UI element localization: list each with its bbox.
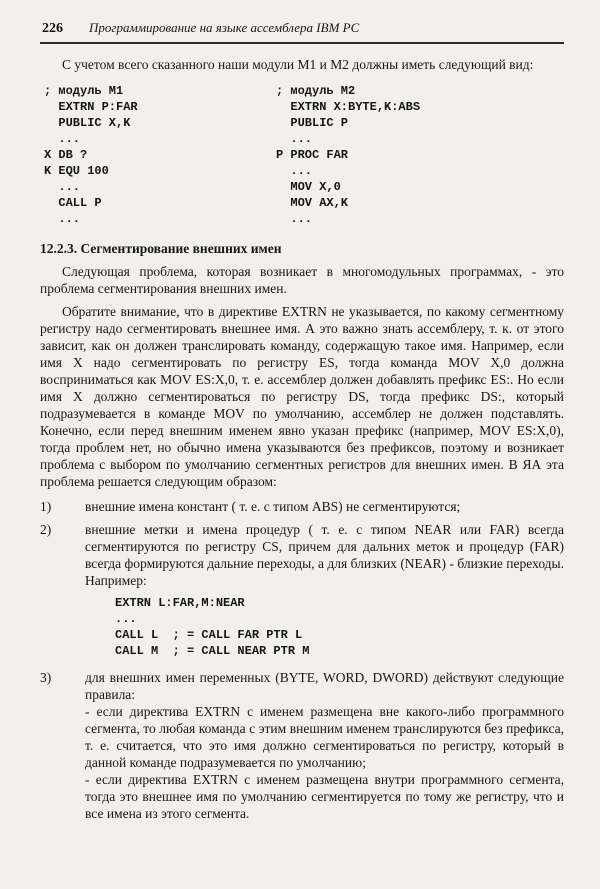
list-item-1 [40, 498, 564, 515]
list-item-3-rule-2: - если директива EXTRN с именем размещена внутри программного сегмента, тогда это внешнее имя по умолчанию сегментируется по тому же регистру, что и все имена из этого сегмента. [85, 772, 564, 821]
section-heading: 12.2.3. Сегментирование внешних имен [40, 241, 282, 256]
list-item-3-text: для внешних имен переменных (BYTE, WORD, DWORD) действуют следующие правила: [85, 670, 564, 702]
module-code-columns [40, 83, 564, 227]
list-item-3-number: 3) [40, 670, 52, 685]
list-item-1-number: 1) [40, 499, 52, 514]
module-m1-code: ; модуль M1 EXTRN P:FAR PUBLIC X,K ... X DB ? K EQU 100 ... CALL P ... [44, 84, 138, 226]
list-item-3 [40, 669, 564, 822]
list-item-2-text: внешние метки и имена процедур ( т. е. с типом NEAR или FAR) всегда сегментируются по регистру CS, причем для дальних меток и процедур (FAR) всегда формируются дальние переходы, а для близких (NEAR) - близкие переходы. Например: [85, 522, 564, 588]
section-paragraph-2: Обратите внимание, что в директиве EXTRN не указывается, по какому сегментному регистру надо сегментировать внешнее имя. А это важно знать ассемблеру, т. к. от этого зависит, как он должен транслировать команду, содержащую такое имя. Например, если имя X надо сегментировать по регистру ES, тогда команда MOV X,0 должна восприниматься как MOV ES:X,0, т. е. ассемблер должен добавлять префикс ES:. Но если имя X должно сегментироваться по регистру DS, тогда префикс DS:, который подразумевается в команде MOV по умолчанию, ассемблер не должен подставлять. Конечно, если перед внешним именем явно указан префикс (например, MOV ES:X,0), тогда проблем нет, но обычно имена указываются без префиксов, поэтому и возникает проблема с выбором по умолчанию сегментных регистров для внешних имен. В ЯА эта проблема решается следующим образом: [40, 304, 564, 489]
list-item-2 [40, 521, 564, 663]
intro-paragraph: С учетом всего сказанного наши модули M1 и M2 должны иметь следующий вид: [62, 57, 534, 72]
list-item-1-text: внешние имена констант ( т. е. с типом ABS) не сегментируются; [85, 499, 461, 514]
module-m2-code: ; модуль M2 EXTRN X:BYTE,K:ABS PUBLIC P ... P PROC FAR ... MOV X,0 MOV AX,K ... [276, 84, 421, 226]
list-item-2-number: 2) [40, 522, 52, 537]
extrn-example-code: EXTRN L:FAR,M:NEAR ... CALL L ; = CALL FAR PTR L CALL M ; = CALL NEAR PTR M [115, 596, 310, 658]
header-rule [40, 42, 564, 44]
page-number: 226 [42, 21, 63, 36]
list-item-3-rule-1: - если директива EXTRN с именем размещена вне какого-либо программного сегмента, то любая команда с этим внешним именем транслируются без префикса, т. е. считается, что это имя должно сегментироваться по регистру, который в данной команде подразумевается по умолчанию; [85, 704, 564, 770]
page-header [40, 20, 564, 37]
running-head-title: Программирование на языке ассемблера IBM PC [89, 20, 360, 35]
section-paragraph-1: Следующая проблема, которая возникает в многомодульных программах, - это проблема сегментирования внешних имен. [40, 264, 564, 296]
